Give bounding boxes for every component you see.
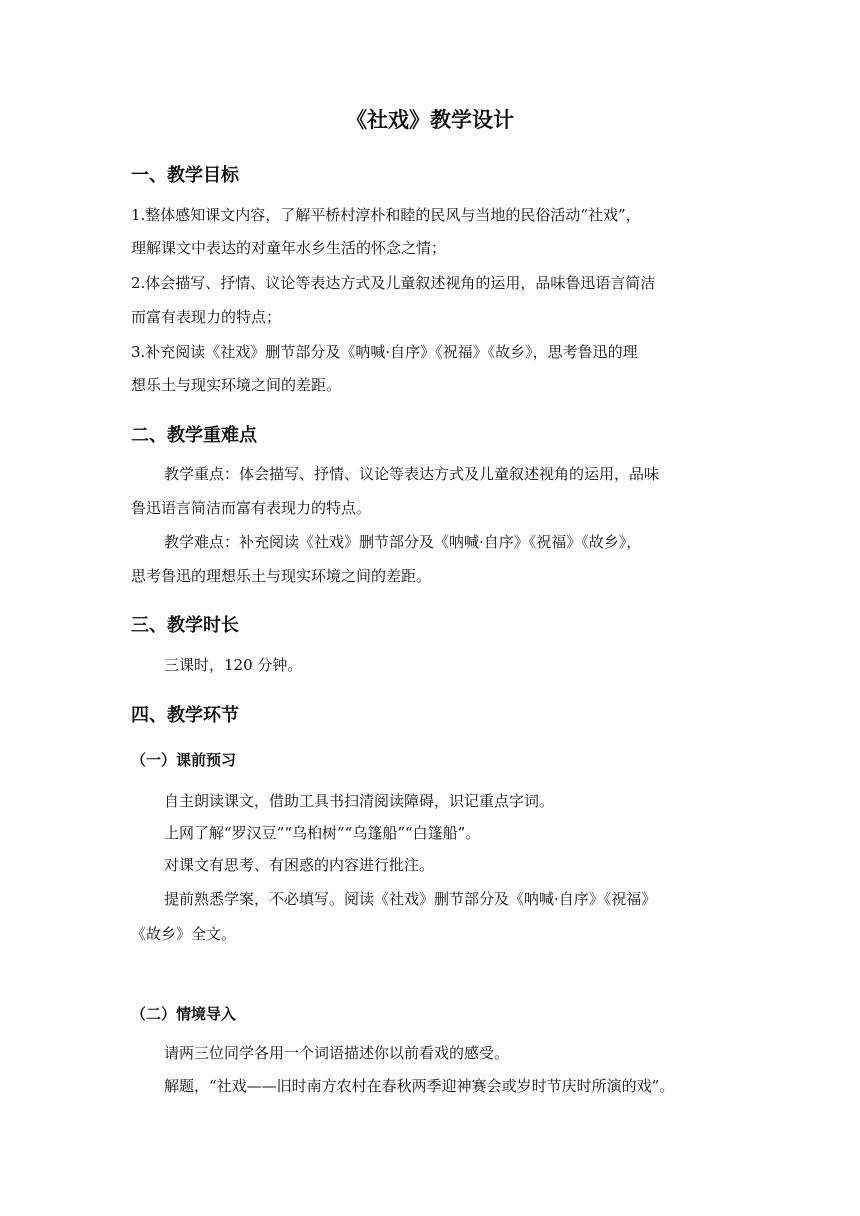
- paragraph-line: 上网了解“罗汉豆”“乌桕树”“乌篷船”“白篷船”。: [164, 824, 481, 842]
- paragraph-line: 3.补充阅读《社戏》删节部分及《呐喊·自序》《祝福》《故乡》，思考鲁迅的理: [131, 343, 638, 361]
- subsection-heading-introduction: （二）情境导入: [131, 1005, 237, 1023]
- section-heading-objectives: 一、教学目标: [131, 165, 239, 186]
- paragraph-line: 想乐土与现实环境之间的差距。: [131, 376, 342, 394]
- subsection-heading-preview: （一）课前预习: [131, 751, 237, 769]
- paragraph-line: 自主朗读课文，借助工具书扫清阅读障碍，识记重点字词。: [164, 792, 555, 810]
- paragraph-line: 请两三位同学各用一个词语描述你以前看戏的感受。: [164, 1044, 510, 1062]
- section-heading-procedure: 四、教学环节: [131, 705, 239, 726]
- paragraph-line: 教学重点：体会描写、抒情、议论等表达方式及儿童叙述视角的运用，品味: [164, 465, 660, 483]
- paragraph-line: 而富有表现力的特点；: [131, 308, 282, 326]
- paragraph-line: 对课文有思考、有困惑的内容进行批注。: [164, 856, 435, 874]
- paragraph-line: 2.体会描写、抒情、议论等表达方式及儿童叙述视角的运用，品味鲁迅语言简洁: [131, 274, 656, 292]
- paragraph-line: 《故乡》全文。: [131, 925, 237, 943]
- paragraph-line: 解题，“社戏——旧时南方农村在春秋两季迎神赛会或岁时节庆时所演的戏”。: [164, 1077, 675, 1095]
- paragraph-line: 鲁迅语言简洁而富有表现力的特点。: [131, 499, 372, 517]
- paragraph-line: 提前熟悉学案，不必填写。阅读《社戏》删节部分及《呐喊·自序》《祝福》: [164, 890, 657, 908]
- paragraph-line: 理解课文中表达的对童年水乡生活的怀念之情；: [131, 239, 447, 257]
- section-heading-duration: 三、教学时长: [131, 615, 239, 636]
- section-heading-key-points: 二、教学重难点: [131, 425, 257, 446]
- paragraph-line: 三课时，120 分钟。: [164, 656, 303, 674]
- paragraph-line: 教学难点：补充阅读《社戏》删节部分及《呐喊·自序》《祝福》《故乡》，: [164, 533, 642, 551]
- paragraph-line: 思考鲁迅的理想乐土与现实环境之间的差距。: [131, 567, 432, 585]
- paragraph-line: 1.整体感知课文内容，了解平桥村淳朴和睦的民风与当地的民俗活动“社戏”，: [131, 206, 641, 224]
- document-title: 《社戏》教学设计: [346, 108, 514, 132]
